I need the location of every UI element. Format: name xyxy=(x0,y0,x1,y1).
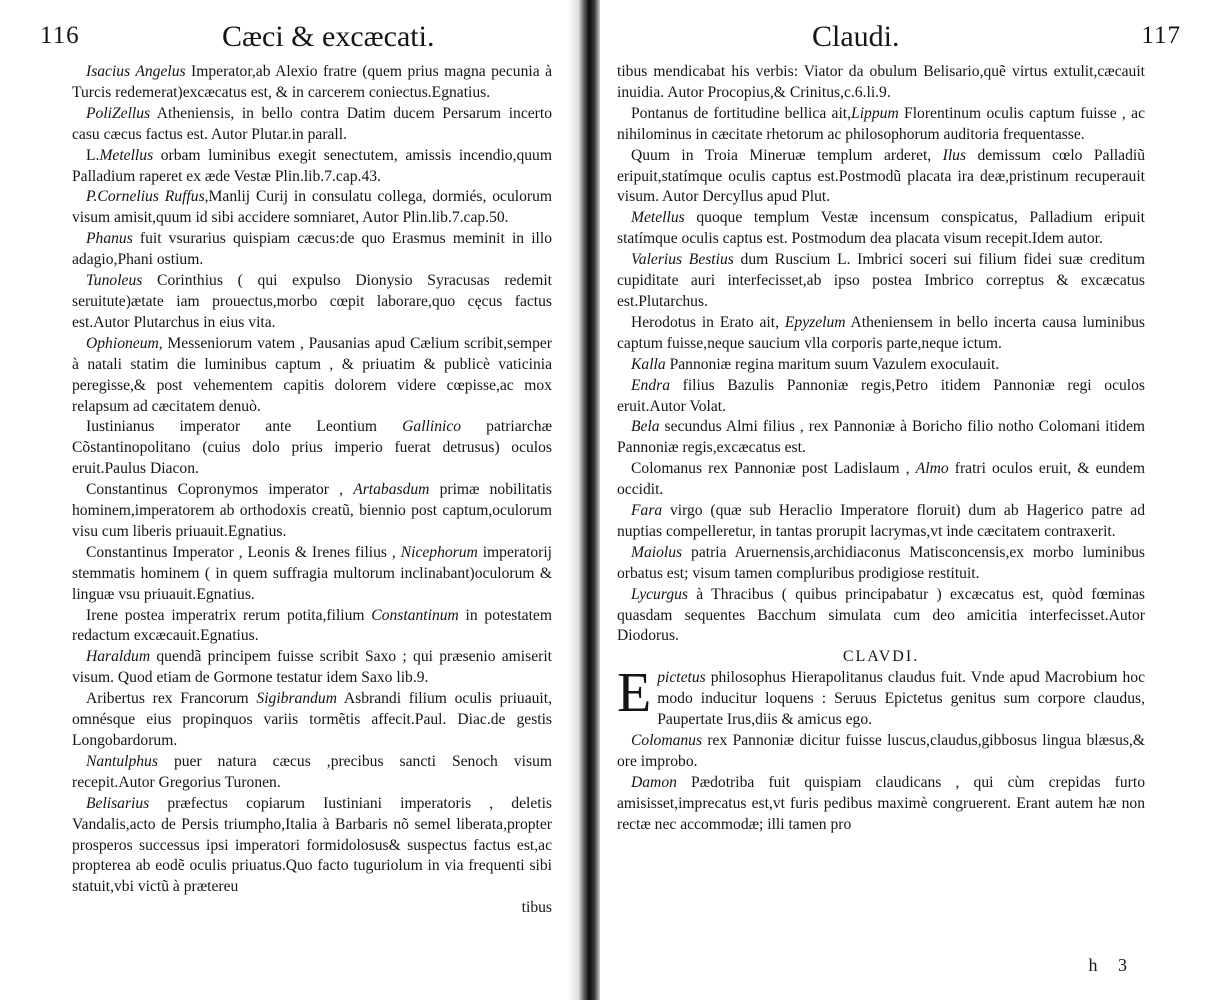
entry-paragraph xyxy=(617,459,1145,501)
entry-name: Lycurgus xyxy=(631,585,688,603)
entry-paragraph xyxy=(72,480,552,543)
entry-name: Belisarius xyxy=(86,794,150,812)
entry-paragraph xyxy=(72,62,552,104)
entry-paragraph xyxy=(617,501,1145,543)
entry-name: Fara xyxy=(631,502,663,520)
entry-name: Colomanus xyxy=(631,732,703,749)
gutter-shadow xyxy=(568,0,578,1000)
entry-prefix: Irene postea imperatrix rerum potita,filium xyxy=(86,606,372,624)
entry-prefix: Constantinus Copronymos imperator , xyxy=(86,481,354,499)
book-gutter xyxy=(578,0,600,1000)
entries-right xyxy=(617,104,1145,648)
entry-name: Almo xyxy=(915,460,949,478)
signature-mark: h 3 xyxy=(1088,955,1135,975)
running-head-left: Cæci & excæcati. xyxy=(222,20,435,53)
entry-name: pictetus xyxy=(657,669,706,687)
entry-text: imperatorij stemmatis hominem ( in quem suffragia multorum inclinabant)oculorum & linguæ vsu priuauit.Egnatius. xyxy=(72,543,553,603)
entry-text: fratri oculos eruit, & eundem occidit. xyxy=(617,460,1145,499)
entry-paragraph xyxy=(617,355,1145,376)
entry-paragraph xyxy=(72,229,552,271)
entry-name: Ilus xyxy=(942,146,967,164)
page-number-left: 116 xyxy=(40,22,80,49)
entry-paragraph xyxy=(72,104,552,146)
entry-name: PoliZellus xyxy=(86,104,151,122)
entry-name: Sigibrandum xyxy=(256,690,337,708)
entry-paragraph xyxy=(617,104,1145,146)
entry-paragraph xyxy=(617,146,1145,209)
entry-text: demissum cœlo Palladiũ eripuit,statímque oculis captus est.Postmodũ placata ira deæ,pristinum recuperauit visum. Autor Dercyllus apud Plut. xyxy=(617,146,1145,206)
entry-paragraph xyxy=(72,271,552,334)
entry-text: philosophus Hierapolitanus claudus fuit. Vnde apud Macrobium hoc modo inducitur loquens : Seruus Epictetus genitus sum corpore claudus, Paupertate Irus,diis & amicus ego. xyxy=(657,669,1145,729)
section-first-entry xyxy=(617,662,1145,731)
entry-name: Constantinum xyxy=(371,606,459,624)
section-title: CLAVDI. xyxy=(842,648,920,666)
entry-text: Asbrandi filium oculis priuauit, omnésque eius propinquos variis tormẽtis affecit.Paul. Diac.de gestis Longobardorum. xyxy=(72,690,552,749)
entry-name: Valerius Bestius xyxy=(631,251,734,269)
entries-left xyxy=(72,62,552,898)
entry-text: filius Bazulis Pannoniæ regis,Petro itidem Pannoniæ regi oculos eruit.Autor Volat. xyxy=(617,376,1145,415)
entry-text: in potestatem redactum excæcauit.Egnatius. xyxy=(72,606,552,645)
entry-name: Metellus xyxy=(99,146,154,164)
entry-text: rex Pannoniæ dicitur fuisse luscus,claudus,gibbosus lingua blæsus,& ore improbo. xyxy=(617,732,1145,770)
entry-text: dum Ruscium L. Imbrici soceri sui filium fidei suæ creditum cupiditate auri interfecisset,ab ipso postea Imbrico correptus & excæcatus est.Plutarchus. xyxy=(617,251,1145,310)
entry-text: patriarchæ Cõstantinopolitano (cuius dolo prius imperio fuerat detrusus) oculos eruit.Paulus Diacon. xyxy=(72,418,552,478)
entry-name: Haraldum xyxy=(86,648,151,666)
entry-name: Ophioneum xyxy=(86,334,159,352)
entry-name: Damon xyxy=(631,773,677,791)
entry-text: quendã principem fuisse scribit Saxo ; qui præsenio amiserit visum. Quod etiam de Gormone testatur idem Saxo lib.9. xyxy=(72,648,552,687)
entry-paragraph xyxy=(617,417,1145,459)
entry-text: Atheniensem in bello incerta causa luminibus captum fuisse,neque saucium vlla corporis parte,neque ictum. xyxy=(617,313,1145,352)
entry-text: puer natura cæcus ,precibus sancti Senoch visum recepit.Autor Gregorius Turonen. xyxy=(72,752,552,791)
entry-text: Pannoniæ regina maritum suum Vazulem exoculauit. xyxy=(665,355,1000,373)
entry-text: patria Aruernensis,archidiaconus Matisconcensis,ex morbo luminibus orbatus est; visum tamen compluribus prodigiose restituit. xyxy=(617,543,1145,582)
entry-name: Lippum xyxy=(851,104,899,122)
entry-name: Kalla xyxy=(631,355,666,373)
entry-paragraph xyxy=(72,647,552,689)
page-number-right: 117 xyxy=(1141,22,1181,49)
entry-name: P.Cornelius Ruffus xyxy=(86,188,205,206)
catchword: tibus xyxy=(521,899,552,917)
entry-prefix: Aribertus rex Francorum xyxy=(86,690,257,708)
entry-paragraph xyxy=(617,585,1145,648)
entry-prefix: Quum in Troia Mineruæ templum arderet, xyxy=(631,146,943,164)
entry-name: Nicephorum xyxy=(400,543,478,561)
entry-paragraph xyxy=(72,689,552,752)
entry-paragraph xyxy=(617,313,1145,355)
entry-name: Epyzelum xyxy=(784,313,846,331)
entry-text: orbam luminibus exegit senectutem, amissis incendio,quum Palladium raperet ex æde Vestæ Plin.lib.7.cap.43. xyxy=(72,146,552,185)
entry-text: quoque templum Vestæ incensum conspicatus, Palladium eripuit statímque oculis captus est. Postmodum dea placata visum recepit.Idem autor. xyxy=(617,209,1145,248)
body-text-right xyxy=(617,62,1145,836)
entry-paragraph xyxy=(617,773,1145,836)
entry-name: Gallinico xyxy=(402,418,462,436)
entry-paragraph xyxy=(617,250,1145,313)
entry-text: Pædotriba fuit quispiam claudicans , qui cùm crepidas furto amisisset,imprecatus est,vt furis pedibus maximè congruerent. Erant autem hæ non rectæ nec accommodæ; illi tamen pro xyxy=(617,773,1145,833)
entry-paragraph xyxy=(72,794,552,899)
entry-text: Florentinum oculis captum fuisse , ac nihilominus in cæcitate rhetorum ac philosophorum auditoria frequentasse. xyxy=(617,104,1145,143)
entry-prefix: Pontanus de fortitudine bellica ait, xyxy=(631,104,852,122)
entry-paragraph xyxy=(72,417,552,480)
entry-name: Isacius Angelus xyxy=(86,63,186,80)
drop-cap: E xyxy=(617,662,652,725)
entry-prefix: Colomanus rex Pannoniæ post Ladislaum , xyxy=(631,460,916,478)
entry-text: præfectus copiarum Iustiniani imperatoris , deletis Vandalis,acto de Persis triumpho,Italia à Barbaris nõ semel liberata,propter prosperos successus ipsi imperatori formidolosus& suspectus factus est,ac propterea ab eodẽ oculis priuatus.Quo facto tuguriolum in via frequenti sibi statuit,vbi victũ à prætereu xyxy=(72,794,552,896)
entry-paragraph xyxy=(617,731,1145,773)
entry-text: Corinthius ( qui expulso Dionysio Syracusas redemit seruitute)ætate iam prouectus,morbo cœpit laborare,quo cęcus factus est.Autor Plutarchus in eius vita. xyxy=(72,272,552,331)
entry-prefix: L. xyxy=(86,146,100,164)
entry-paragraph xyxy=(72,187,552,229)
entry-name: Tunoleus xyxy=(86,272,143,290)
section-entries xyxy=(617,731,1145,836)
body-text-left xyxy=(72,62,552,919)
entry-prefix: Constantinus Imperator , Leonis & Irenes filius , xyxy=(86,543,401,561)
entry-text: , Messeniorum vatem , Pausanias apud Cælium scribit,semper à natali statim die luminibus captum , & priuatim & publicè vaticinia peregisse,& post vehementem capitis dolorem videre cœpisse,ac mox relapsum ad cæcitatem denuò. xyxy=(72,334,552,415)
entry-paragraph xyxy=(617,208,1145,250)
entry-name: Metellus xyxy=(631,209,685,227)
entry-text: primæ nobilitatis hominem,imperatorem ab orthodoxis creatũ, biennio post captum,oculorum visu cum liberis priuauit.Egnatius. xyxy=(72,481,552,540)
entry-paragraph xyxy=(72,606,552,648)
right-page xyxy=(600,0,1221,1000)
entry-paragraph xyxy=(72,752,552,794)
entry-name: Phanus xyxy=(86,230,133,248)
entry-name: Maiolus xyxy=(631,543,683,561)
entry-paragraph xyxy=(617,376,1145,418)
entry-prefix: Herodotus in Erato ait, xyxy=(631,313,785,331)
entry-paragraph xyxy=(72,146,552,188)
entry-text: ,Manlij Curij in consulatu collega, dormiés, oculorum visum amisit,quum id sibi accidere somniaret, Autor Plin.lib.7.cap.50. xyxy=(72,188,552,227)
entry-name: Bela xyxy=(631,418,660,436)
entry-name: Artabasdum xyxy=(353,481,430,499)
entry-prefix: Iustinianus imperator ante Leontium xyxy=(86,418,403,436)
entry-paragraph xyxy=(72,543,552,606)
entry-text: à Thracibus ( quibus principabatur ) excæcatus est, quòd fœminas quasdam sequentes Bacchum simulata cum deo amicitia interfecisset.Autor Diodorus. xyxy=(617,585,1145,645)
entry-name: Nantulphus xyxy=(86,752,158,770)
continuation-paragraph: tibus mendicabat his verbis: Viator da obulum Belisario,quẽ virtus extulit,cæcauit inuidia. Autor Procopius,& Crinitus,c.6.li.9. xyxy=(617,63,1145,101)
entry-text: secundus Almi filius , rex Pannoniæ à Boricho filio notho Colomani itidem Pannoniæ regis,excæcatus est. xyxy=(617,418,1145,457)
entry-paragraph xyxy=(617,543,1145,585)
entry-text: fuit vsurarius quispiam cæcus:de quo Erasmus meminit in illo adagio,Phani ostium. xyxy=(72,230,552,269)
entry-text: Atheniensis, in bello contra Datim ducem Persarum incerto casu cæcus factus est. Autor Plutar.in parall. xyxy=(72,104,552,143)
entry-name: Endra xyxy=(631,376,670,394)
running-head-right: Claudi. xyxy=(812,20,900,53)
entry-text: virgo (quæ sub Heraclio Imperatore floruit) dum ab Hagerico patre ad nuptias compelleretur, in tantas prorupit lacrymas,vt inde cæcitatem contraxerit. xyxy=(617,502,1145,540)
left-page xyxy=(0,0,578,1000)
entry-paragraph xyxy=(72,334,552,418)
entry-text: Imperator,ab Alexio fratre (quem prius magna pecunia à Turcis redemerat)excæcatus est, & in carcerem coniectus.Egnatius. xyxy=(72,63,552,101)
